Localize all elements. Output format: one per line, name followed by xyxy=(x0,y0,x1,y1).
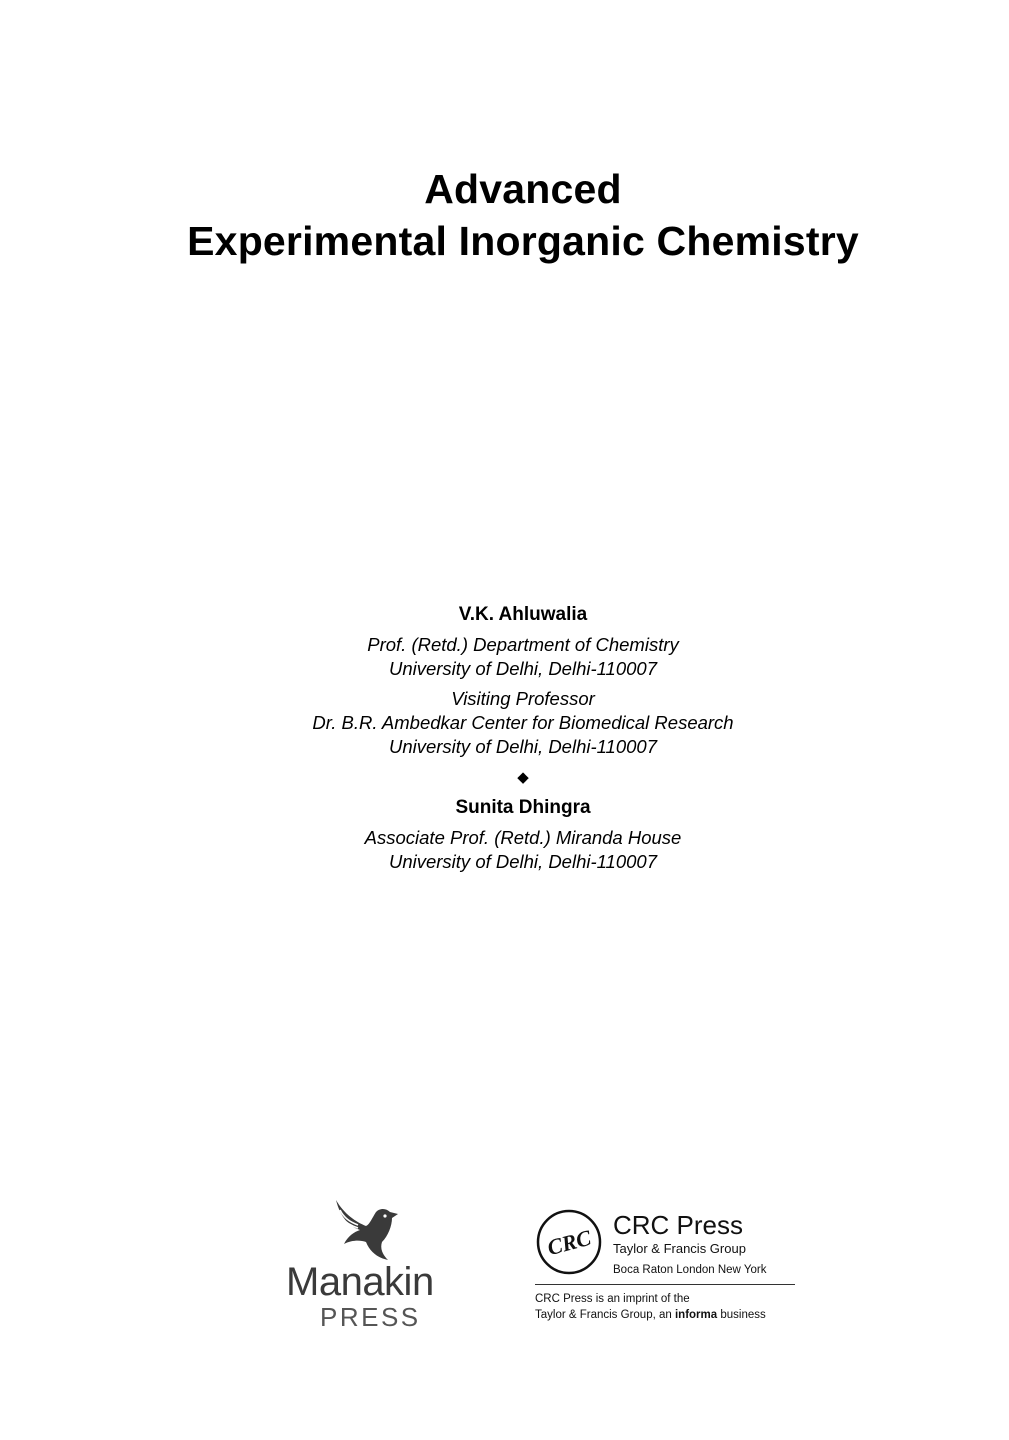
manakin-press-label: PRESS xyxy=(320,1302,421,1332)
affiliation-line: University of Delhi, Delhi-110007 xyxy=(388,851,658,872)
imprint-suffix: business xyxy=(717,1309,766,1321)
crc-imprint-line-2 xyxy=(535,1308,766,1322)
crc-cities: Boca Raton London New York xyxy=(613,1264,767,1276)
crc-press-logo xyxy=(535,1208,800,1328)
manakin-press-logo xyxy=(280,1196,460,1341)
affiliation-line: Visiting Professor xyxy=(451,688,595,709)
imprint-prefix: Taylor & Francis Group, an xyxy=(535,1309,675,1321)
dove-icon xyxy=(330,1196,400,1266)
crc-group-name: Taylor & Francis Group xyxy=(613,1241,746,1256)
affiliation-line: Associate Prof. (Retd.) Miranda House xyxy=(364,827,682,848)
author-name: Sunita Dhingra xyxy=(455,797,591,818)
crc-imprint-line-1: CRC Press is an imprint of the xyxy=(535,1293,690,1305)
affiliation-line: University of Delhi, Delhi-110007 xyxy=(388,736,658,757)
manakin-wordmark: Manakin xyxy=(286,1260,434,1304)
author-name: V.K. Ahluwalia xyxy=(458,604,588,625)
crc-seal-text: CRC xyxy=(544,1224,594,1261)
divider-line xyxy=(535,1284,795,1285)
affiliation-line: University of Delhi, Delhi-110007 xyxy=(388,658,658,679)
affiliation-line: Dr. B.R. Ambedkar Center for Biomedical Research xyxy=(312,712,734,733)
authors-block xyxy=(0,602,1009,874)
book-title xyxy=(0,163,1009,267)
author-1 xyxy=(0,602,1009,759)
crc-press-name: CRC Press xyxy=(613,1210,744,1240)
affiliation-line: Prof. (Retd.) Department of Chemistry xyxy=(367,634,679,655)
informa-brand: informa xyxy=(674,1309,718,1321)
crc-seal-icon xyxy=(535,1208,603,1276)
title-line-1: Advanced xyxy=(424,166,622,212)
title-line-2: Experimental Inorganic Chemistry xyxy=(187,218,859,264)
author-2 xyxy=(0,795,1009,874)
diamond-divider-icon: ◆ xyxy=(517,769,529,786)
